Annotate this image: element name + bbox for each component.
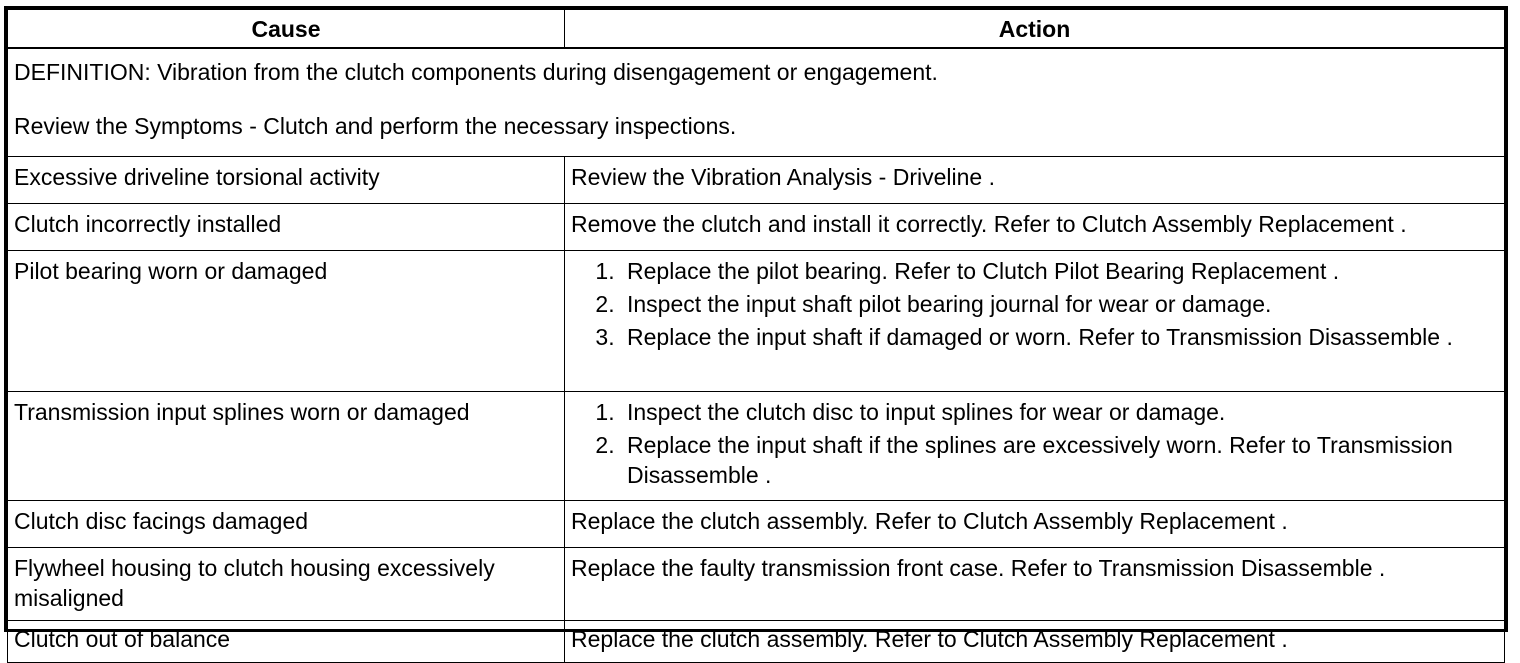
action-column-header: Action [565,10,1505,49]
action-cell: Replace the faulty transmission front case. Refer to Transmission Disassemble . [565,548,1505,621]
table-row [8,204,1505,251]
action-cell [565,392,1505,501]
action-step: 1. Inspect the clutch disc to input splines for wear or damage. [621,397,1498,427]
table-row [8,251,1505,392]
definition-note: Review the Symptoms - Clutch and perform the necessary inspections. [14,113,737,139]
action-cell: Review the Vibration Analysis - Driveline . [565,157,1505,204]
table-row [8,621,1505,663]
header-row [8,10,1505,49]
cause-cell: Clutch disc facings damaged [8,501,565,548]
table-row [8,548,1505,621]
table-row [8,501,1505,548]
table-row [8,392,1505,501]
definition-text: DEFINITION: Vibration from the clutch components during disengagement or engagement. [14,59,938,85]
action-step: 2. Replace the input shaft if the splines are excessively worn. Refer to Transmission Disassemble . [621,430,1498,490]
diagnostic-table-frame [4,6,1508,652]
action-step: 1. Replace the pilot bearing. Refer to Clutch Pilot Bearing Replacement . [621,256,1498,286]
cause-cell: Transmission input splines worn or damaged [8,392,565,501]
action-cell: Replace the clutch assembly. Refer to Clutch Assembly Replacement . [565,621,1505,663]
diagnostic-table [7,9,1505,663]
cause-column-header: Cause [8,10,565,49]
action-step: 3. Replace the input shaft if damaged or worn. Refer to Transmission Disassemble . [621,322,1498,352]
action-steps-list [571,256,1498,352]
action-cell [565,251,1505,392]
definition-row [8,48,1505,157]
cause-cell: Excessive driveline torsional activity [8,157,565,204]
cause-cell: Pilot bearing worn or damaged [8,251,565,392]
table-row [8,157,1505,204]
cause-cell: Clutch out of balance [8,621,565,663]
definition-cell [8,48,1505,157]
action-cell: Remove the clutch and install it correctly. Refer to Clutch Assembly Replacement . [565,204,1505,251]
action-cell: Replace the clutch assembly. Refer to Clutch Assembly Replacement . [565,501,1505,548]
cause-cell: Flywheel housing to clutch housing excessively misaligned [8,548,565,621]
action-steps-list [571,397,1498,490]
cause-cell: Clutch incorrectly installed [8,204,565,251]
action-step: 2. Inspect the input shaft pilot bearing journal for wear or damage. [621,289,1498,319]
